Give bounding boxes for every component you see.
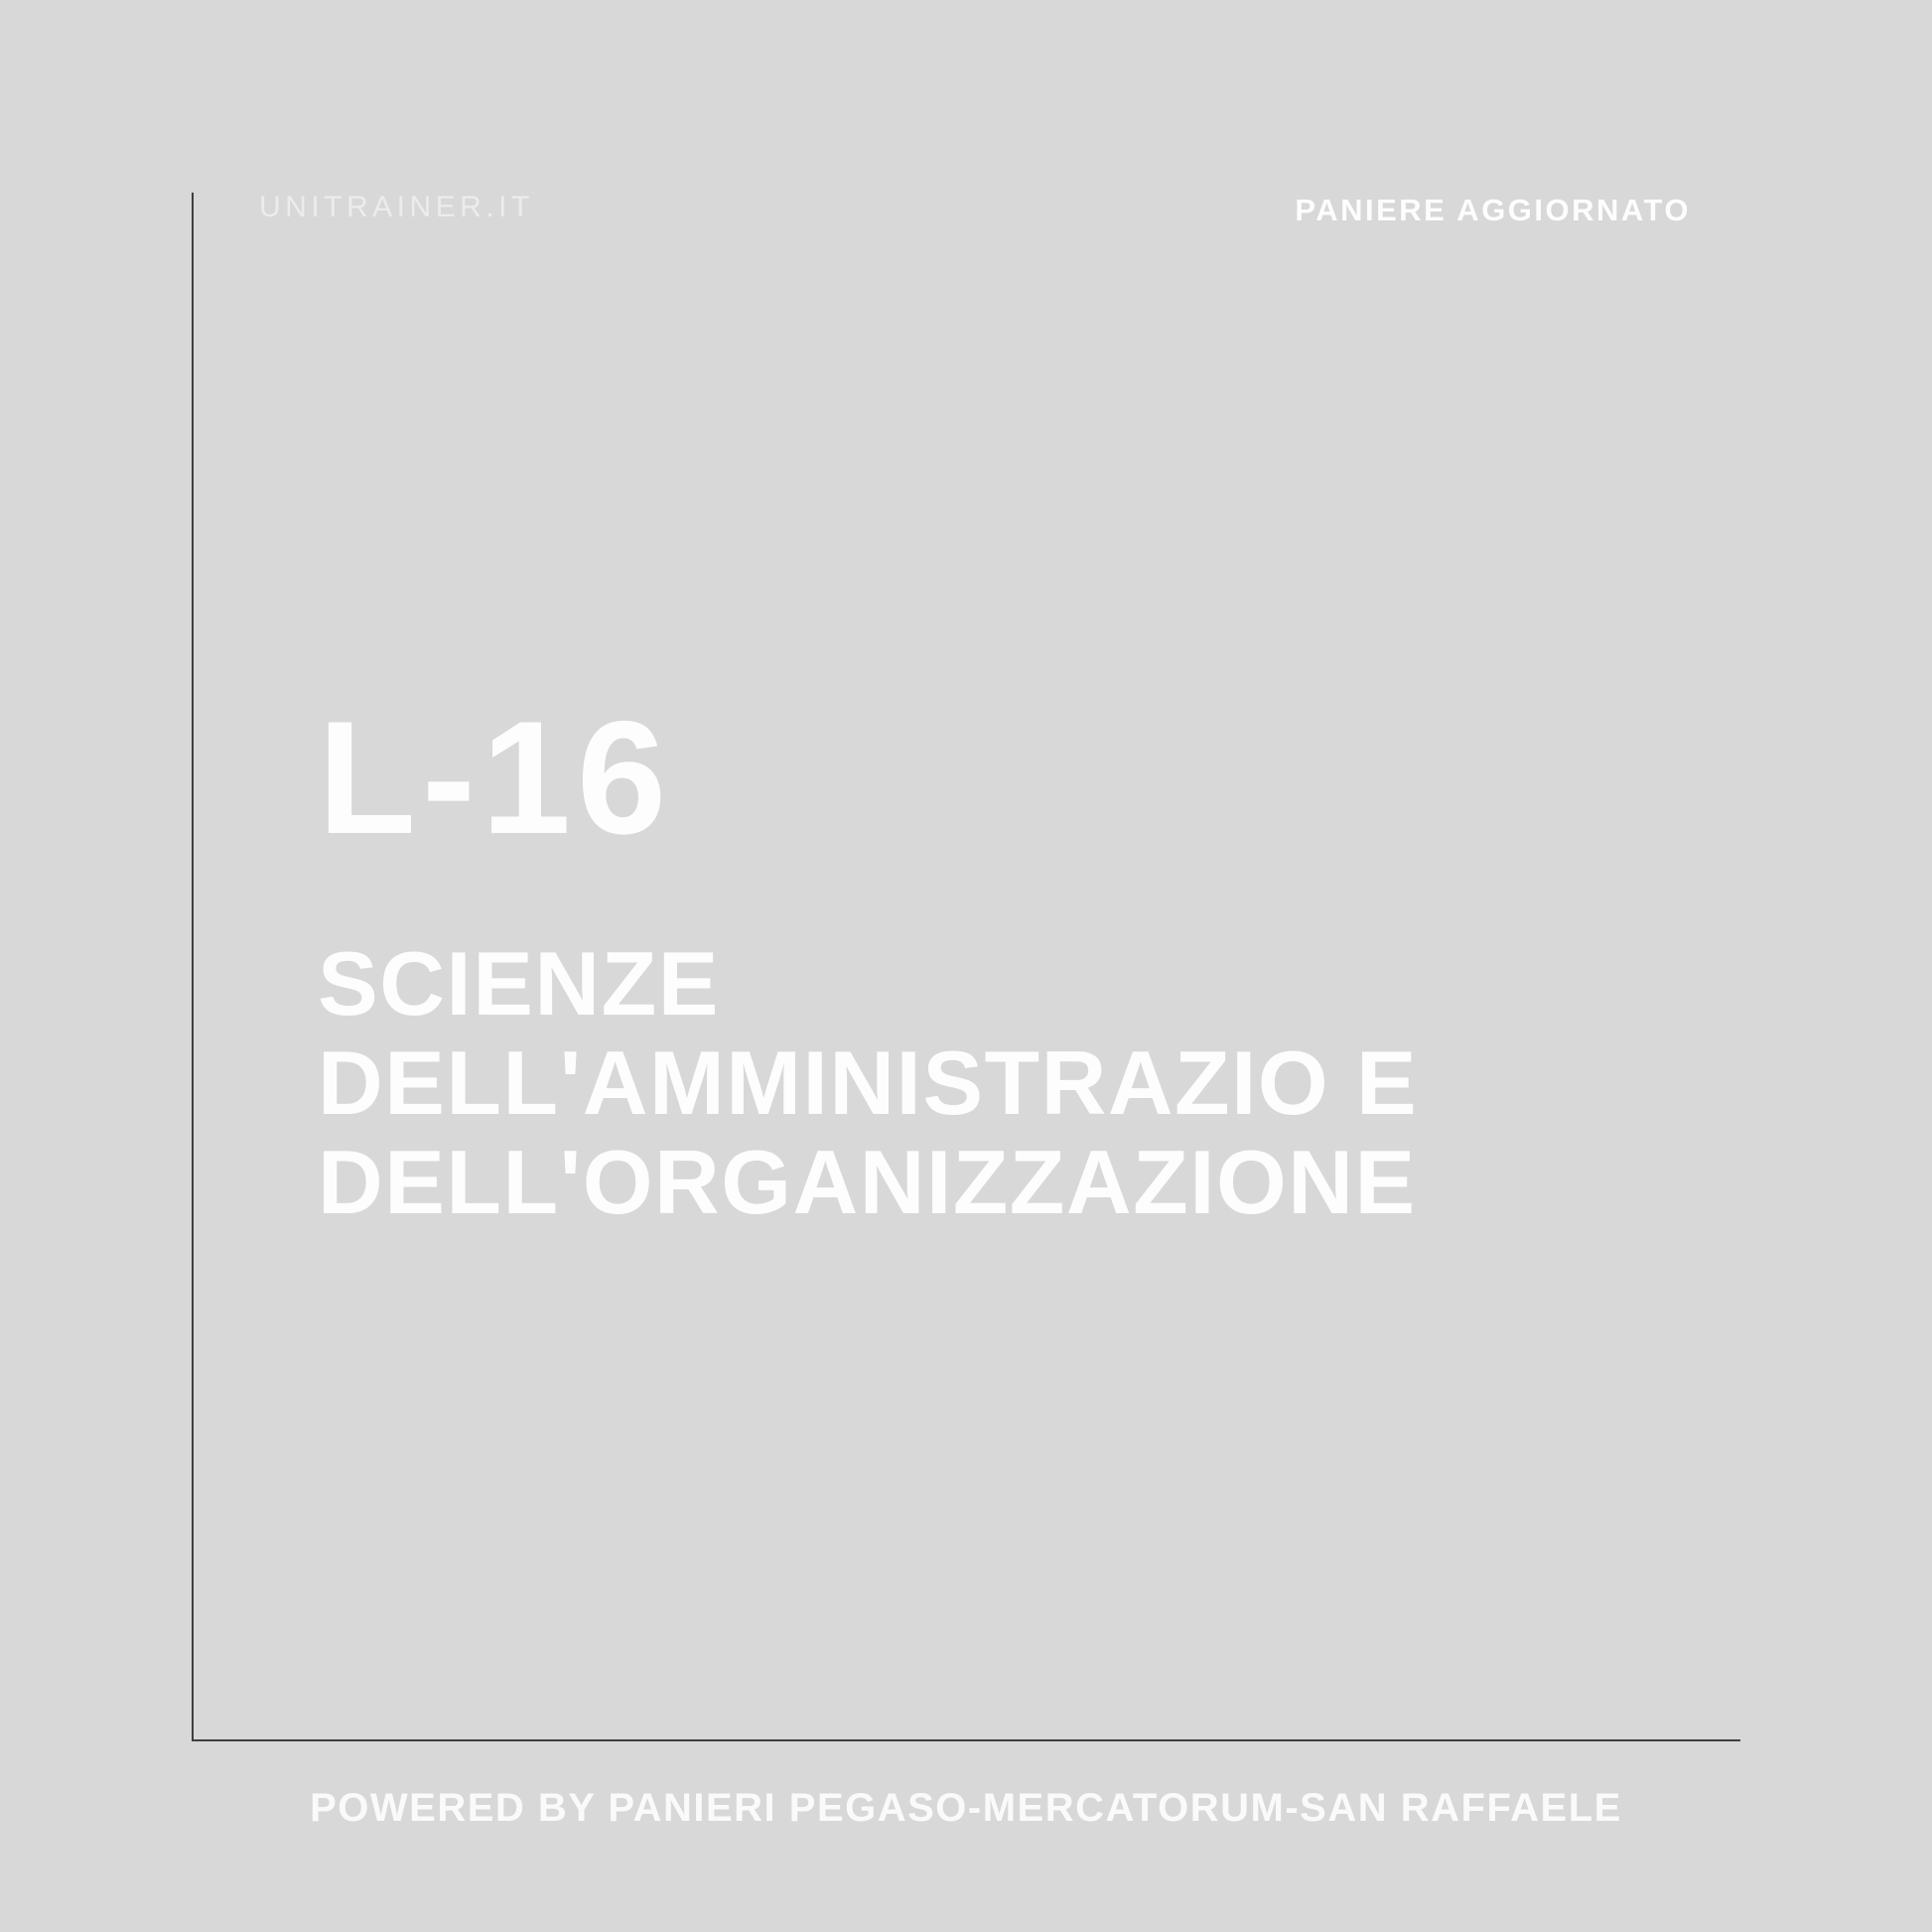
powered-by-footer: POWERED BY PANIERI PEGASO-MERCATORUM-SAN RAFFAELE (310, 1786, 1622, 1830)
site-name-label: UNITRAINER.IT (259, 191, 534, 223)
degree-code-heading: L-16 (318, 688, 673, 868)
paniere-aggiornato-badge: PANIERE AGGIORNATO (1295, 193, 1691, 227)
degree-title-line-2: DELL'AMMINISTRAZIO E (318, 1034, 1419, 1134)
degree-title-line-1: SCIENZE (318, 934, 720, 1035)
degree-title-heading (318, 935, 1418, 1233)
degree-title-line-3: DELL'ORGANIZZAZIONE (318, 1133, 1417, 1233)
